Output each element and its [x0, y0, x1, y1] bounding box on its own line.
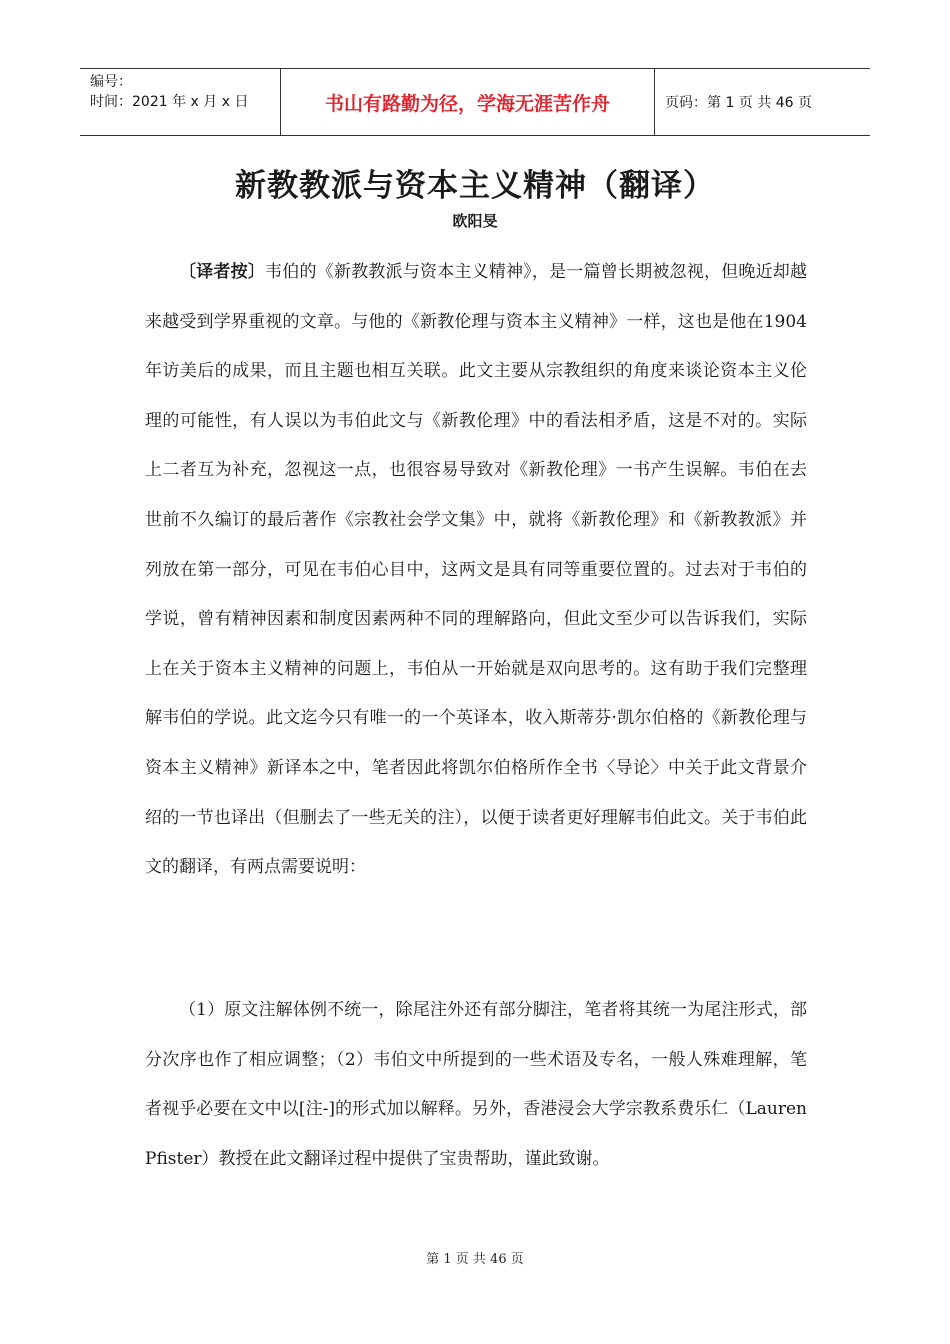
document-number-label: 编号：	[90, 74, 132, 90]
document-date-label: 时间：2021 年 x 月 x 日	[90, 94, 249, 110]
header-page-info: 页码：第 1 页 共 46 页	[665, 95, 812, 111]
translator-note-label: 〔译者按〕	[179, 262, 266, 282]
page-footer: 第 1 页 共 46 页	[426, 1252, 524, 1267]
document-title: 新教教派与资本主义精神（翻译）	[235, 168, 715, 204]
paragraph-text: （1）原文注解体例不统一，除尾注外还有部分脚注，笔者将其统一为尾注形式，部分次序也作了相应调整；（2）韦伯文中所提到的一些术语及专名，一般人殊难理解，笔者视乎必要在文中以[注-]的形式加以解释。另外，香港浸会大学宗教系费乐仁（Lauren Pfister）教授在此文翻译过程中提供了宝贵帮助，谨此致谢。	[145, 1000, 807, 1169]
header-table	[80, 68, 870, 136]
document-author: 欧阳旻	[452, 212, 498, 230]
paragraph-text: 韦伯的《新教教派与资本主义精神》，是一篇曾长期被忽视，但晚近却越来越受到学界重视的文章。与他的《新教伦理与资本主义精神》一样，这也是他在1904年访美后的成果，而且主题也相互关联。此文主要从宗教组织的角度来谈论资本主义伦理的可能性，有人误以为韦伯此文与《新教伦理》中的看法相矛盾，这是不对的。实际上二者互为补充，忽视这一点，也很容易导致对《新教伦理》一书产生误解。韦伯在去世前不久编订的最后著作《宗教社会学文集》中，就将《新教伦理》和《新教教派》并列放在第一部分，可见在韦伯心目中，这两文是具有同等重要位置的。过去对于韦伯的学说，曾有精神因素和制度因素两种不同的理解路向，但此文至少可以告诉我们，实际上在关于资本主义精神的问题上，韦伯从一开始就是双向思考的。这有助于我们完整理解韦伯的学说。此文迄今只有唯一的一个英译本，收入斯蒂芬·凯尔伯格的《新教伦理与资本主义精神》新译本之中，笔者因此将凯尔伯格所作全书〈导论〉中关于此文背景介绍的一节也译出（但删去了一些无关的注），以便于读者更好理解韦伯此文。关于韦伯此文的翻译，有两点需要说明：	[145, 262, 808, 878]
header-meta-cell	[80, 69, 281, 135]
notes-paragraph	[145, 986, 807, 1184]
translator-note-paragraph	[145, 248, 807, 893]
header-motto: 书山有路勤为径，学海无涯苦作舟	[281, 69, 655, 135]
